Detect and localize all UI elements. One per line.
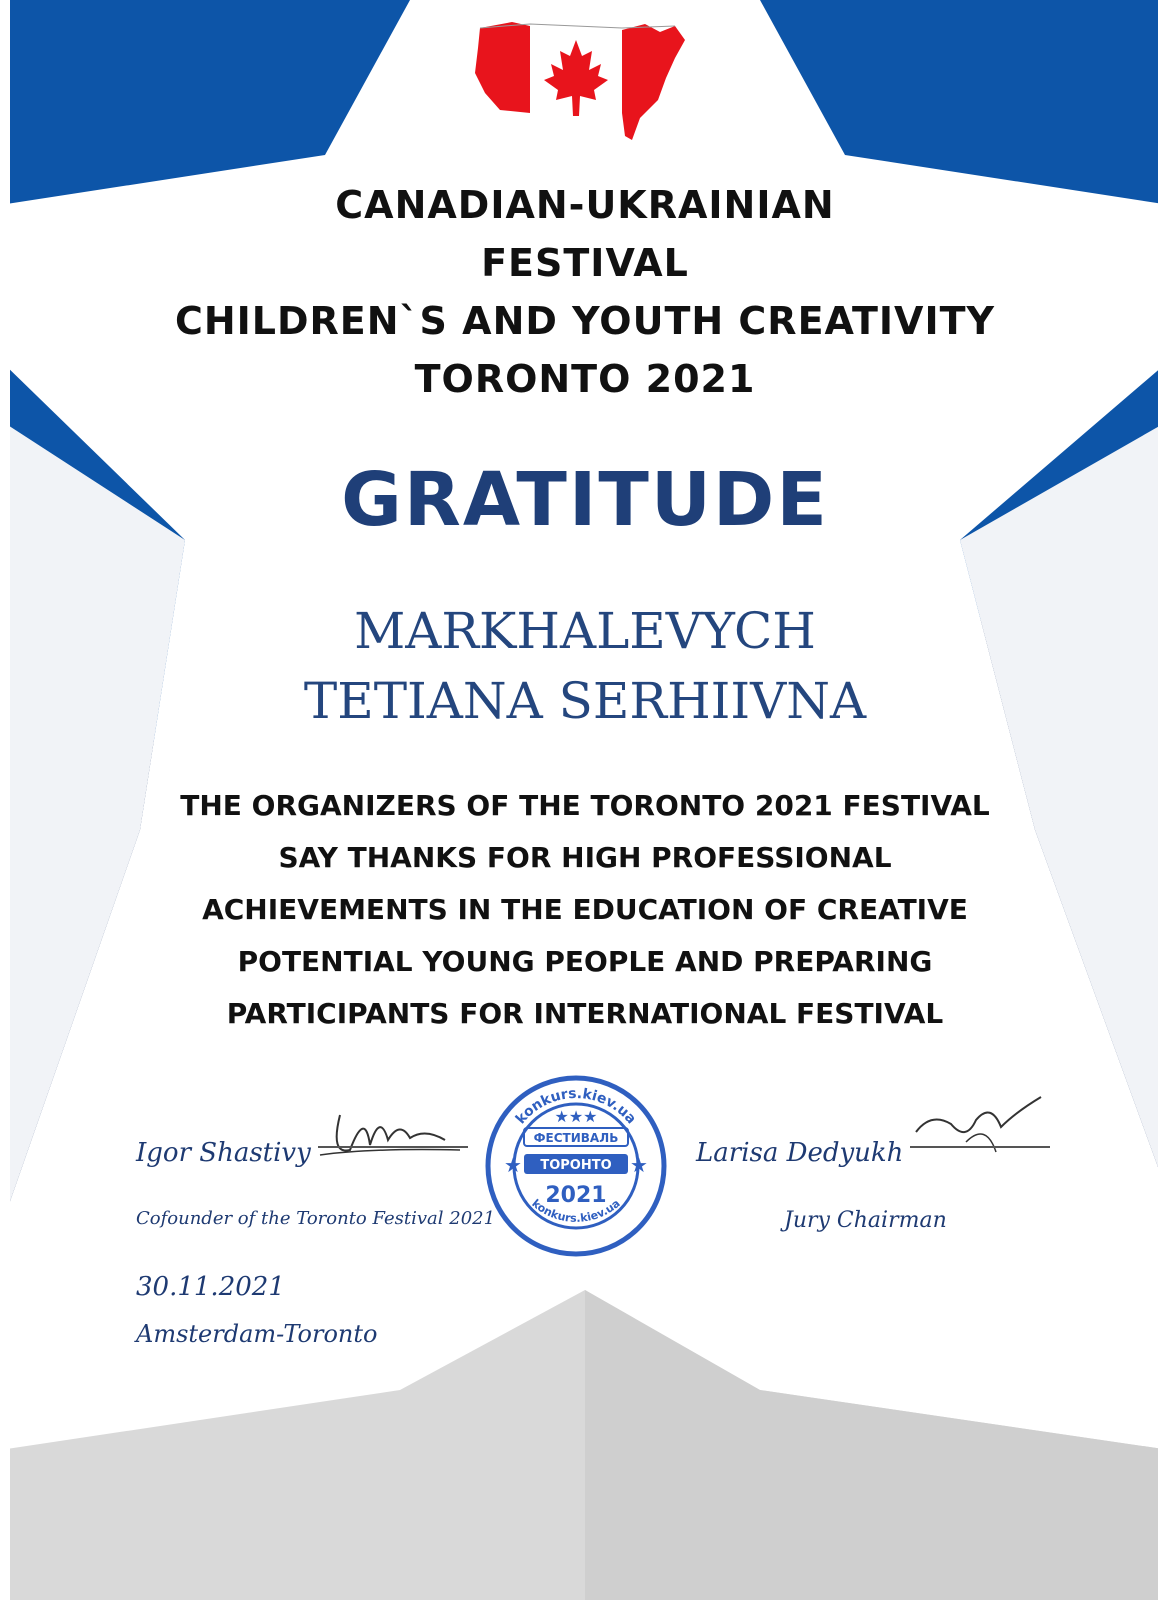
message-line-4: POTENTIAL YOUNG PEOPLE AND PREPARING xyxy=(237,945,933,978)
festival-title-line-4: TORONTO 2021 xyxy=(414,357,756,401)
stamp-line-1: ФЕСТИВАЛЬ xyxy=(533,1131,619,1145)
left-signatory-name: Igor Shastivy xyxy=(136,1138,311,1168)
stamp-bottom-text: konkurs.kiev.ua xyxy=(529,1196,623,1225)
festival-title-line-2: FESTIVAL xyxy=(481,241,689,285)
message-line-3: ACHIEVEMENTS IN THE EDUCATION OF CREATIVE xyxy=(202,893,968,926)
recipient-surname: MARKHALEVYCH xyxy=(354,602,816,660)
festival-title-line-3: CHILDREN`S AND YOUTH CREATIVITY xyxy=(174,299,996,343)
issue-place: Amsterdam-Toronto xyxy=(136,1320,378,1348)
right-signatory-role: Jury Chairman xyxy=(784,1208,947,1233)
left-signatory-role: Cofounder of the Toronto Festival 2021 xyxy=(136,1208,496,1229)
festival-title-line-1: CANADIAN-UKRAINIAN xyxy=(335,183,835,227)
stamp-year: 2021 xyxy=(545,1183,607,1208)
issue-date: 30.11.2021 xyxy=(136,1272,285,1302)
recipient-given-names: TETIANA SERHIIVNA xyxy=(303,672,867,730)
right-signatory-name: Larisa Dedyukh xyxy=(696,1138,904,1168)
stamp-line-2: ТОРОНТО xyxy=(540,1158,612,1173)
stamp-right-star-icon: ★ xyxy=(630,1153,648,1177)
stamp-top-text: konkurs.kiev.ua xyxy=(512,1085,640,1128)
canada-usa-flag-map-icon xyxy=(470,18,690,148)
festival-title xyxy=(0,176,1170,408)
message-line-5: PARTICIPANTS FOR INTERNATIONAL FESTIVAL xyxy=(226,997,944,1030)
left-signature-mark xyxy=(310,1100,470,1170)
message-line-1: THE ORGANIZERS OF THE TORONTO 2021 FESTIVAL xyxy=(180,789,990,822)
right-signature-mark xyxy=(906,1092,1056,1162)
gratitude-message xyxy=(0,780,1170,1040)
message-line-2: SAY THANKS FOR HIGH PROFESSIONAL xyxy=(278,841,892,874)
festival-stamp xyxy=(482,1072,670,1260)
recipient-name xyxy=(0,596,1170,736)
stamp-left-star-icon: ★ xyxy=(504,1153,522,1177)
certificate-title: GRATITUDE xyxy=(341,457,829,543)
stamp-star-icon: ★★★ xyxy=(554,1107,598,1126)
